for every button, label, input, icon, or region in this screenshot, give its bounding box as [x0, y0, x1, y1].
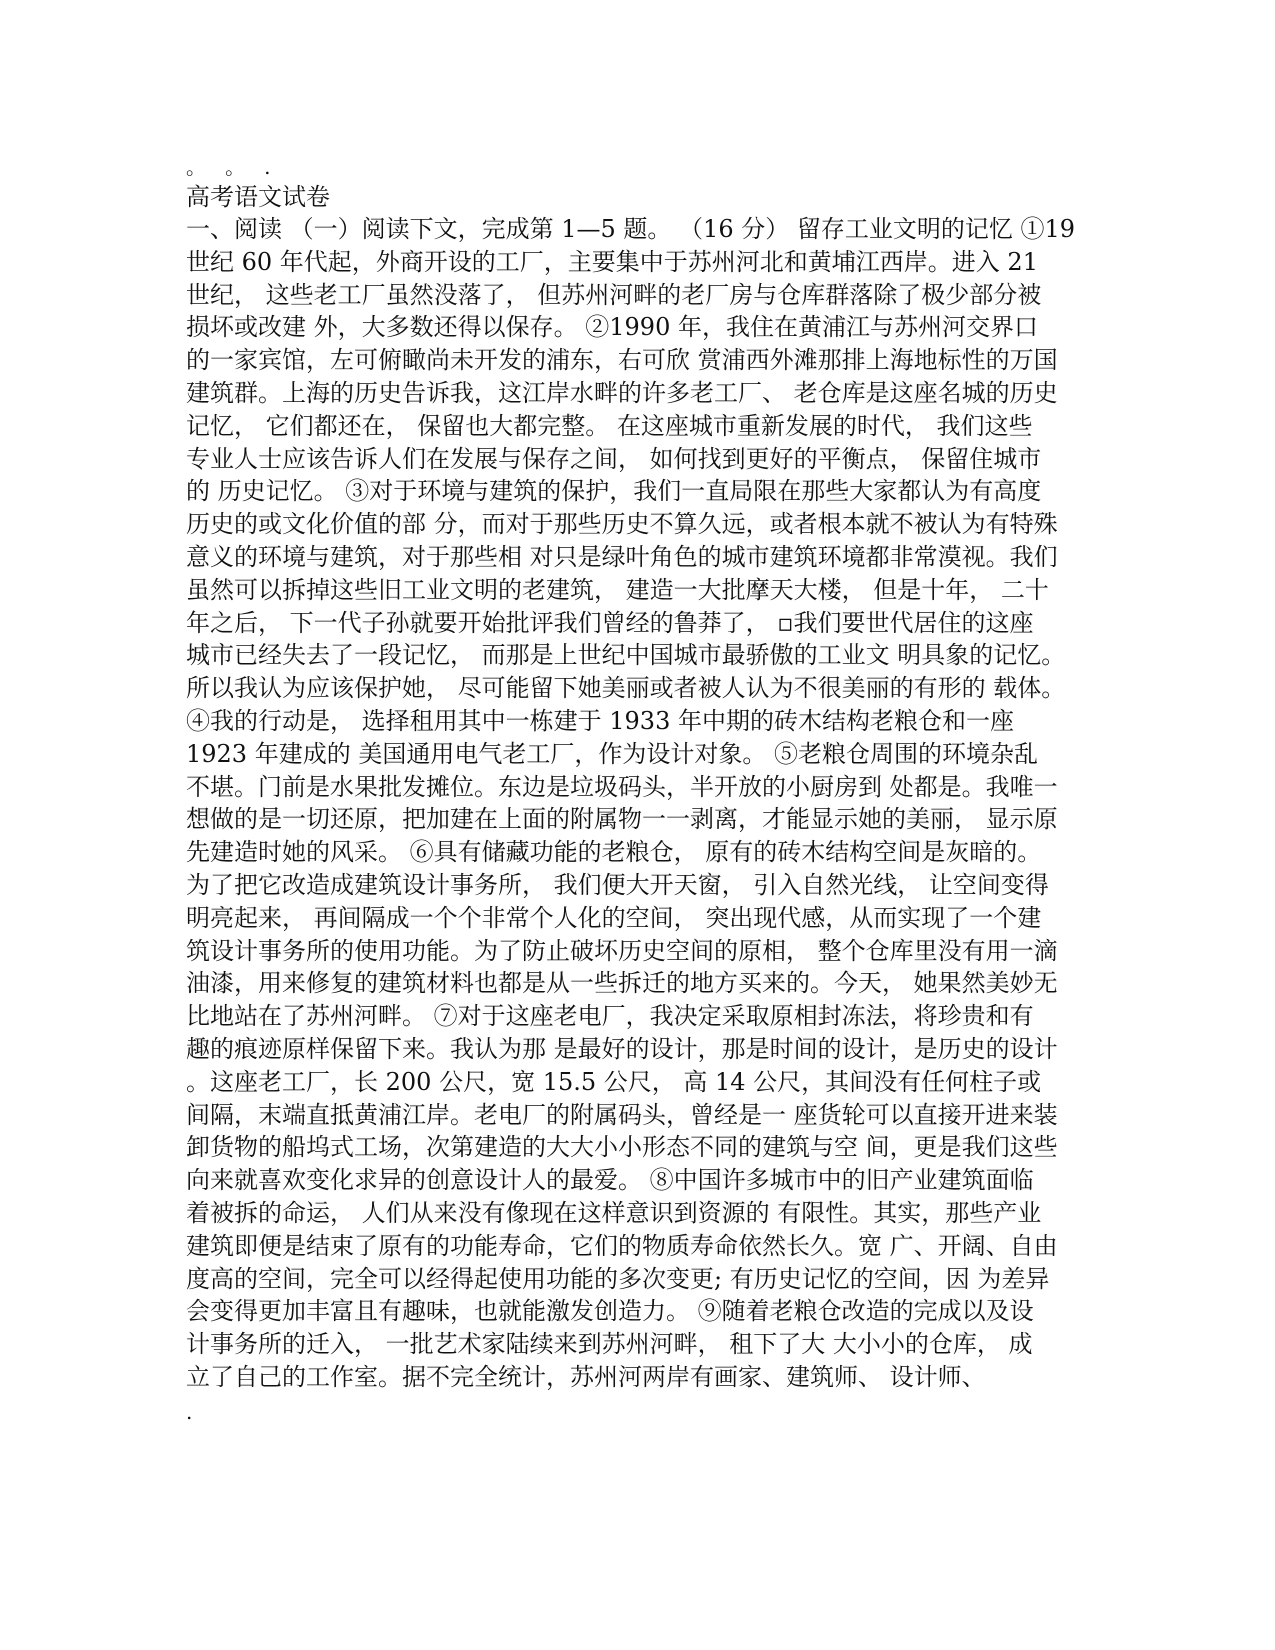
text-line: 所以我认为应该保护她， 尽可能留下她美丽或者被人认为不很美丽的有形的 载体。: [186, 674, 1066, 703]
text-line: 1923 年建成的 美国通用电气老工厂，作为设计对象。 ⑤老粮仓周围的环境杂乱: [186, 739, 1038, 768]
text-line: 不堪。门前是水果批发摊位。东边是垃圾码头，半开放的小厨房到 处都是。我唯一: [186, 772, 1058, 801]
text-line: 世纪， 这些老工厂虽然没落了， 但苏州河畔的老厂房与仓库群落除了极少部分被: [186, 280, 1042, 309]
text-line: 明亮起来， 再间隔成一个个非常个人化的空间， 突出现代感，从而实现了一个建: [186, 903, 1042, 932]
text-line: 的一家宾馆，左可俯瞰尚未开发的浦东，右可欣 赏浦西外滩那排上海地标性的万国: [186, 346, 1058, 375]
text-line: 建筑群。上海的历史告诉我，这江岸水畔的许多老工厂、 老仓库是这座名城的历史: [186, 378, 1058, 407]
text-line: 年之后， 下一代子孙就要开始批评我们曾经的鲁莽了， ▫我们要世代居住的这座: [186, 608, 1034, 637]
text-line: 想做的是一切还原，把加建在上面的附属物一一剥离，才能显示她的美丽， 显示原: [186, 805, 1058, 834]
text-line: 历史的或文化价值的部 分，而对于那些历史不算久远，或者根本就不被认为有特殊: [186, 510, 1058, 539]
text-line: 筑设计事务所的使用功能。为了防止破坏历史空间的原相， 整个仓库里没有用一滴: [186, 936, 1058, 965]
text-line: 度高的空间，完全可以经得起使用功能的多次变更; 有历史记忆的空间，因 为差异: [186, 1264, 1050, 1293]
text-line: 计事务所的迁入， 一批艺术家陆续来到苏州河畔， 租下了大 大小小的仓库， 成: [186, 1330, 1033, 1359]
text-line: 着被拆的命运， 人们从来没有像现在这样意识到资源的 有限性。其实，那些产业: [186, 1198, 1042, 1227]
text-line: 先建造时她的风采。 ⑥具有储藏功能的老粮仓， 原有的砖木结构空间是灰暗的。: [186, 838, 1042, 867]
text-line: 的 历史记忆。 ③对于环境与建筑的保护，我们一直局限在那些大家都认为有高度: [186, 477, 1042, 506]
text-line: 城市已经失去了一段记忆， 而那是上世纪中国城市最骄傲的工业文 明具象的记忆。: [186, 641, 1066, 670]
page-title: 高考语文试卷: [186, 183, 330, 211]
text-line: 卸货物的船坞式工场，次第建造的大大小小形态不同的建筑与空 间，更是我们这些: [186, 1133, 1058, 1162]
text-line: 为了把它改造成建筑设计事务所， 我们便大开天窗， 引入自然光线， 让空间变得: [186, 870, 1049, 899]
text-line: 记忆， 它们都还在， 保留也大都完整。 在这座城市重新发展的时代， 我们这些: [186, 411, 1033, 440]
body-text: [186, 213, 1106, 1394]
text-line: 世纪 60 年代起，外商开设的工厂，主要集中于苏州河北和黄埔江西岸。进入 21: [186, 247, 1038, 276]
text-line: 一、阅读 （一）阅读下文，完成第 1—5 题。 （16 分） 留存工业文明的记忆 ①19: [186, 215, 1076, 243]
text-line: 。这座老工厂，长 200 公尺，宽 15.5 公尺， 高 14 公尺，其间没有任何柱子或: [186, 1067, 1042, 1096]
text-line: 比地站在了苏州河畔。 ⑦对于这座老电厂，我决定采取原相封冻法，将珍贵和有: [186, 1002, 1034, 1031]
text-line: 建筑即便是结束了原有的功能寿命，它们的物质寿命依然长久。宽 广、开阔、自由: [186, 1231, 1058, 1260]
footer-mark: .: [186, 1400, 193, 1424]
text-line: 立了自己的工作室。据不完全统计，苏州河两岸有画家、建筑师、 设计师、: [186, 1362, 986, 1391]
text-line: 会变得更加丰富且有趣味，也就能激发创造力。 ⑨随着老粮仓改造的完成以及设: [186, 1297, 1034, 1326]
text-line: 趣的痕迹原样保留下来。我认为那 是最好的设计，那是时间的设计，是历史的设计: [186, 1034, 1058, 1063]
header-marks: 。 。 .: [186, 155, 271, 179]
text-line: 向来就喜欢变化求异的创意设计人的最爱。 ⑧中国许多城市中的旧产业建筑面临: [186, 1166, 1034, 1195]
text-line: ④我的行动是， 选择租用其中一栋建于 1933 年中期的砖木结构老粮仓和一座: [186, 706, 1014, 735]
text-line: 虽然可以拆掉这些旧工业文明的老建筑， 建造一大批摩天大楼， 但是十年， 二十: [186, 575, 1049, 604]
text-line: 意义的环境与建筑，对于那些相 对只是绿叶角色的城市建筑环境都非常漠视。我们: [186, 542, 1058, 571]
text-line: 油漆，用来修复的建筑材料也都是从一些拆迁的地方买来的。今天， 她果然美妙无: [186, 969, 1058, 998]
text-line: 损坏或改建 外，大多数还得以保存。 ②1990 年，我住在黄浦江与苏州河交界口: [186, 313, 1038, 342]
text-line: 间隔，末端直抵黄浦江岸。老电厂的附属码头，曾经是一 座货轮可以直接开进来装: [186, 1100, 1058, 1129]
text-line: 专业人士应该告诉人们在发展与保存之间， 如何找到更好的平衡点， 保留住城市: [186, 444, 1042, 473]
